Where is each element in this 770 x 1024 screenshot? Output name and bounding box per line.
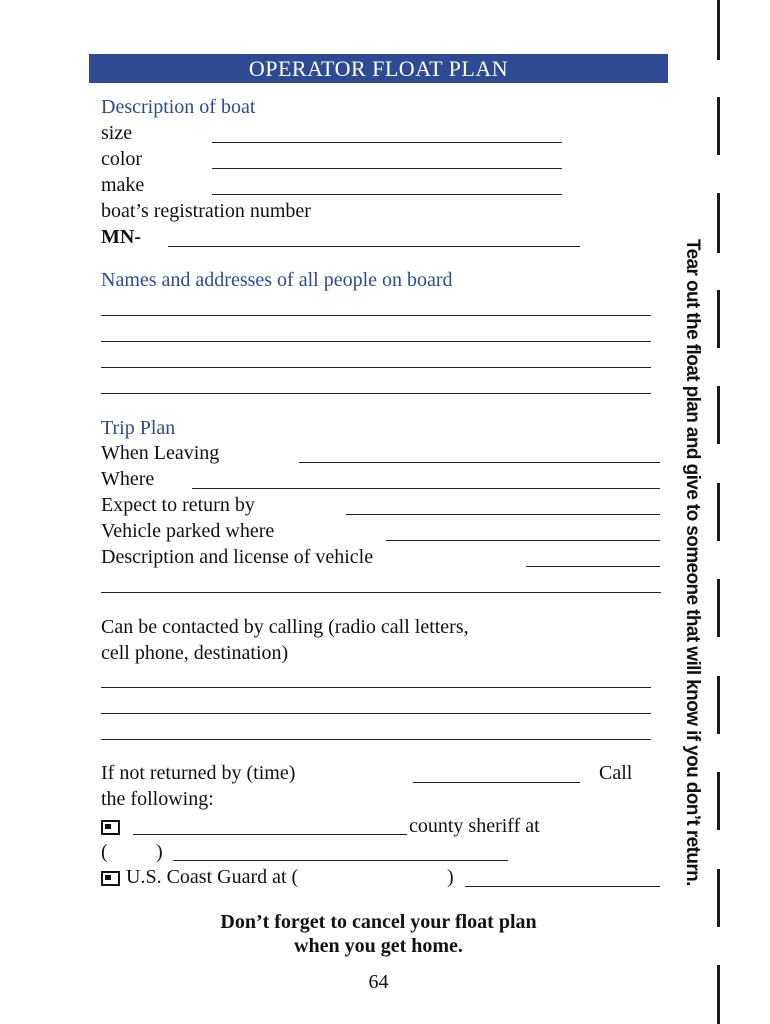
make-label: make <box>101 174 145 196</box>
time-field[interactable] <box>413 782 580 783</box>
description-heading: Description of boat <box>101 96 256 118</box>
contact-line-2: cell phone, destination) <box>101 642 289 664</box>
license-field[interactable] <box>526 566 660 567</box>
cut-mark <box>717 386 720 444</box>
people-heading: Names and addresses of all people on board <box>101 269 453 291</box>
cut-mark <box>717 290 720 348</box>
cut-mark <box>717 483 720 541</box>
not-returned-label: If not returned by (time) <box>101 762 296 784</box>
phone-icon <box>101 871 120 886</box>
vehicle-field[interactable] <box>386 540 660 541</box>
make-field[interactable] <box>212 194 562 195</box>
contact-field-1[interactable] <box>101 687 651 688</box>
cut-mark <box>717 579 720 637</box>
where-field[interactable] <box>192 488 660 489</box>
people-line-4[interactable] <box>101 393 651 394</box>
license-field-2[interactable] <box>101 592 661 593</box>
page-title: OPERATOR FLOAT PLAN <box>89 54 668 83</box>
leaving-field[interactable] <box>299 462 660 463</box>
cut-mark <box>717 772 720 830</box>
color-field[interactable] <box>212 168 562 169</box>
sheriff-county-field[interactable] <box>133 834 407 835</box>
page-number: 64 <box>368 971 389 993</box>
footer-line-1: Don’t forget to cancel your float plan <box>220 911 537 933</box>
color-label: color <box>101 148 143 170</box>
mn-prefix: MN- <box>101 226 141 248</box>
size-label: size <box>101 122 133 144</box>
paren-close: ) <box>156 841 163 863</box>
cut-mark <box>717 676 720 734</box>
contact-line-1: Can be contacted by calling (radio call letters, <box>101 616 469 638</box>
people-line-1[interactable] <box>101 315 651 316</box>
license-label: Description and license of vehicle <box>101 546 374 568</box>
return-label: Expect to return by <box>101 494 255 516</box>
coast-guard-paren-close: ) <box>447 866 454 888</box>
trip-heading: Trip Plan <box>101 417 176 439</box>
cut-mark <box>717 193 720 253</box>
contact-field-3[interactable] <box>101 739 651 740</box>
contact-field-2[interactable] <box>101 713 651 714</box>
coast-guard-label: U.S. Coast Guard at ( <box>126 866 299 888</box>
leaving-label: When Leaving <box>101 442 220 464</box>
people-line-3[interactable] <box>101 367 651 368</box>
people-line-2[interactable] <box>101 341 651 342</box>
registration-label: boat’s registration number <box>101 200 311 222</box>
sheriff-label: county sheriff at <box>409 815 540 837</box>
size-field[interactable] <box>212 142 562 143</box>
sheriff-row <box>101 815 126 838</box>
return-field[interactable] <box>346 514 660 515</box>
sheriff-phone-field[interactable] <box>173 860 508 861</box>
cut-mark <box>717 0 720 60</box>
call-label: Call <box>599 762 633 784</box>
footer-line-2: when you get home. <box>294 935 463 957</box>
cut-mark <box>717 97 720 155</box>
registration-field[interactable] <box>168 246 580 247</box>
side-note: Tear out the float plan and give to someone that will know if you don’t return. <box>682 239 703 886</box>
cut-mark <box>717 965 720 1024</box>
phone-icon <box>101 820 120 835</box>
coast-guard-field[interactable] <box>465 886 660 887</box>
where-label: Where <box>101 468 155 490</box>
paren-open: ( <box>101 841 108 863</box>
coast-guard-row <box>101 866 298 889</box>
following-label: the following: <box>101 788 214 810</box>
cut-mark <box>717 869 720 927</box>
vehicle-label: Vehicle parked where <box>101 520 275 542</box>
